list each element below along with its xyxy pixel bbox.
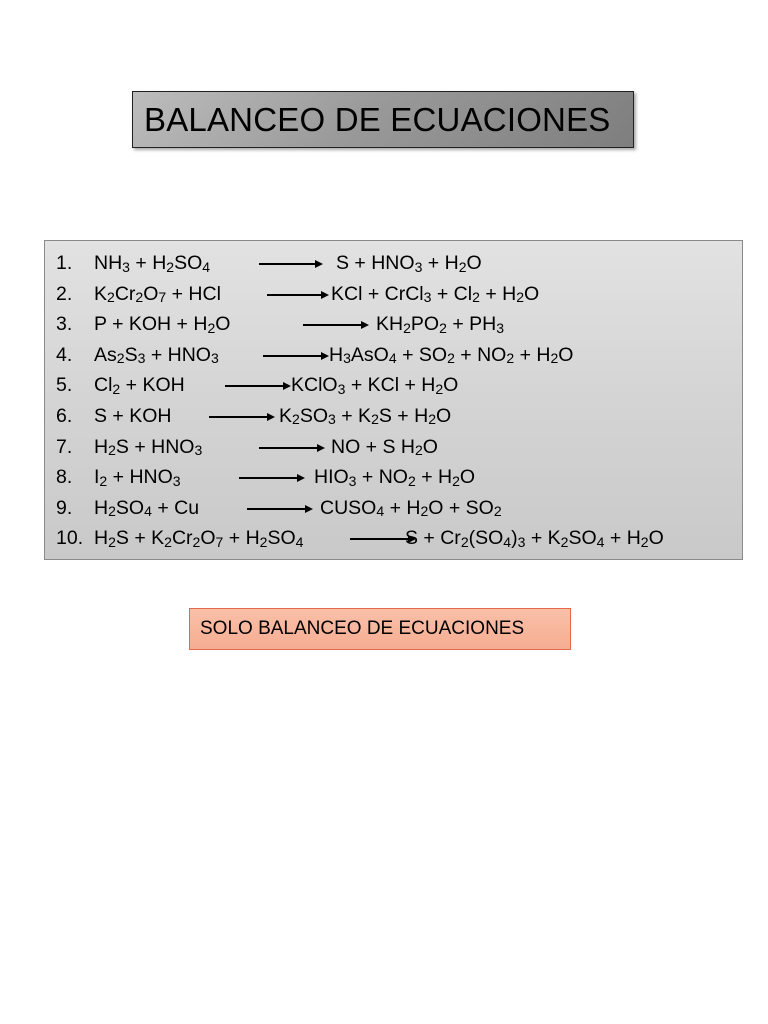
reaction-arrow-icon	[239, 477, 303, 479]
equation-reactants: $H_2S + HNO_3$	[94, 435, 203, 459]
equation-reactants: P + KOH + $H_2O$	[94, 313, 231, 336]
equation-number: 6.	[56, 404, 73, 427]
reaction-arrow-icon	[209, 416, 273, 418]
equation-number: 3.	[56, 313, 73, 336]
equation-number: 8.	[56, 466, 73, 489]
equation-number: 9.	[56, 496, 73, 519]
reaction-arrow-icon	[267, 294, 327, 296]
equation-products: $KH_2PO_2 + PH_3$	[376, 313, 505, 336]
equation-reactants: $K_2Cr_2O_7$ + HCl	[94, 282, 221, 306]
equation-row	[45, 370, 742, 401]
equation-number: 7.	[56, 435, 73, 458]
equation-row	[45, 309, 742, 340]
equation-reactants: $NH_3 + H_2SO_4$	[94, 252, 211, 275]
equation-row	[45, 523, 742, 554]
equation-products: $H_3AsO_4 + SO_2 + NO_2 + H_2O$	[329, 343, 574, 367]
equation-products: NO + S $H_2O$	[331, 435, 438, 459]
equation-products: $CUSO_4 + H_2O + SO_2$	[320, 496, 502, 520]
equation-number: 2.	[56, 282, 73, 305]
equation-reactants: $H_2SO_4 + Cu$	[94, 496, 200, 520]
equation-products: $K_2SO_3 + K_2S + H_2O$	[279, 404, 452, 428]
equation-number: 4.	[56, 343, 73, 366]
equation-reactants: $I_2 + HNO_3$	[94, 466, 181, 489]
equation-products: KClO$_3$ + KCl + $H_2O$	[291, 374, 459, 397]
reaction-arrow-icon	[263, 355, 327, 357]
equation-reactants: $H_2S + K_2Cr_2O_7 + H_2SO_4$	[94, 527, 304, 550]
equation-number: 1.	[56, 252, 73, 274]
equation-products: $HIO_3 + NO_2 + H_2O$	[314, 466, 476, 489]
equation-reactants: $Cl_2$ + KOH	[94, 374, 185, 397]
reaction-arrow-icon	[247, 508, 311, 510]
equation-row	[45, 279, 742, 310]
equation-row	[45, 462, 742, 493]
reaction-arrow-icon	[259, 447, 323, 449]
title-box	[132, 91, 634, 148]
solo-balanceo-label: SOLO BALANCEO DE ECUACIONES	[200, 618, 525, 639]
equation-row	[45, 493, 742, 524]
equation-products: $S + Cr_2(SO_4)_3 + K_2SO_4 + H_2O$	[405, 527, 664, 550]
equation-row	[45, 401, 742, 432]
equation-row	[45, 248, 742, 279]
equation-reactants: S + KOH	[94, 404, 172, 427]
page-title: BALANCEO DE ECUACIONES	[144, 101, 611, 138]
equation-number: 10.	[56, 527, 84, 550]
equation-products: KCl + CrCl$_3$ + $Cl_2 + H_2O$	[331, 282, 540, 306]
solo-balanceo-box	[189, 608, 571, 650]
reaction-arrow-icon	[225, 385, 289, 387]
reaction-arrow-icon	[259, 263, 321, 265]
reaction-arrow-icon	[303, 324, 367, 326]
equations-box	[44, 240, 743, 560]
equation-number: 5.	[56, 374, 73, 397]
equation-row	[45, 432, 742, 463]
equation-products: $S + HNO_3 + H_2O$	[336, 252, 482, 275]
equation-reactants: $As_2S_3 + HNO_3$	[94, 343, 219, 367]
equation-row	[45, 340, 742, 371]
